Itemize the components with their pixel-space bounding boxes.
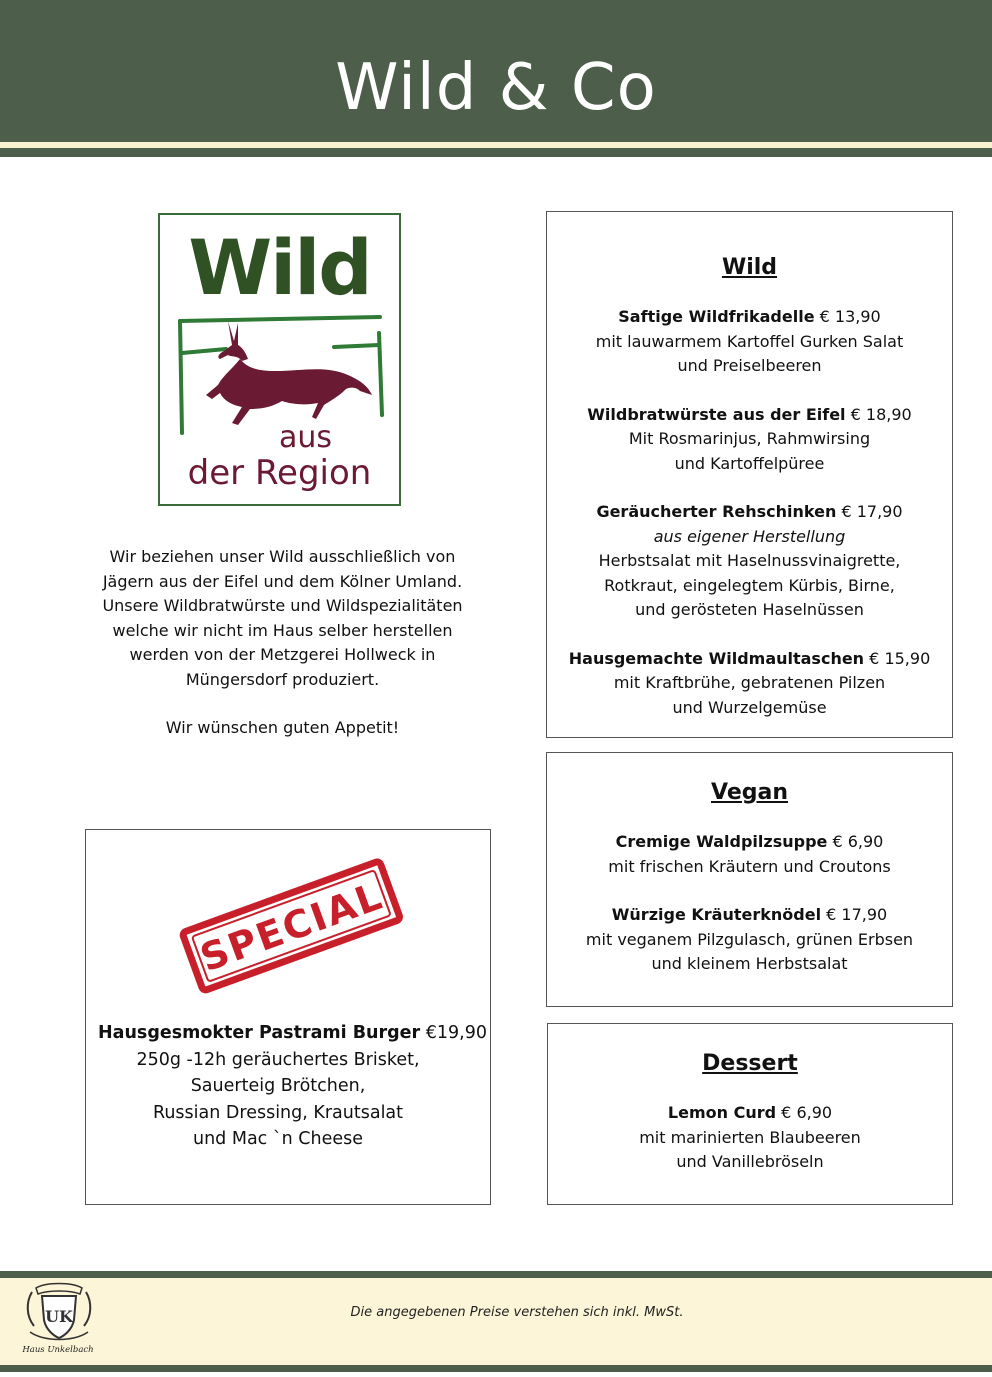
dish-price: € 6,90 — [781, 1103, 833, 1122]
intro-line: werden von der Metzgerei Hollweck in — [129, 645, 436, 664]
menu-item — [547, 830, 952, 879]
page-title: Wild & Co — [335, 51, 657, 125]
dish-note: aus eigener Herstellung — [653, 526, 846, 546]
special-name: Hausgesmokter Pastrami Burger — [98, 1023, 421, 1043]
dish-description: und Kartoffelpüree — [674, 453, 825, 473]
dish-description: und Wurzelgemüse — [672, 697, 827, 717]
dish-description: mit marinierten Blaubeeren — [639, 1127, 861, 1147]
dish-name: Saftige Wildfrikadelle — [618, 307, 815, 326]
crest-monogram: UK — [45, 1307, 73, 1326]
dish-price: € 17,90 — [841, 502, 903, 521]
dish-name: Lemon Curd — [667, 1103, 777, 1122]
dish-description: und Preiselbeeren — [677, 356, 822, 375]
intro-line: Unsere Wildbratwürste und Wildspezialitäten — [102, 596, 463, 615]
dish-name: Wildbratwürste aus der Eifel — [587, 404, 846, 424]
menu-item — [547, 305, 952, 379]
special-price: €19,90 — [425, 1023, 487, 1043]
special-description: Sauerteig Brötchen, — [190, 1076, 366, 1096]
special-stamp-icon — [176, 850, 406, 1000]
dish-price: € 15,90 — [869, 648, 931, 668]
dish-description: Herbstsalat mit Haselnussvinaigrette, — [598, 551, 901, 570]
dish-description: mit veganem Pilzgulasch, grünen Erbsen — [585, 929, 914, 949]
footer-note: Die angegebenen Preise verstehen sich inkl. MwSt. — [350, 1305, 684, 1320]
intro-closing: Wir wünschen guten Appetit! — [165, 718, 400, 737]
dish-name: Geräucherter Rehschinken — [596, 502, 837, 521]
logo-word: Wild — [188, 223, 371, 312]
intro-text — [85, 545, 480, 741]
menu-item — [547, 647, 952, 721]
dish-name: Würzige Kräuterknödel — [611, 905, 822, 924]
deer-icon — [176, 315, 386, 435]
dish-description: und gerösteten Haselnüssen — [635, 600, 864, 619]
intro-line: welche wir nicht im Haus selber herstellen — [112, 620, 453, 640]
dessert-section — [547, 1023, 953, 1205]
vegan-section — [546, 752, 953, 1007]
special-description: 250g -12h geräuchertes Brisket, — [136, 1049, 420, 1070]
wild-aus-der-region-logo — [158, 213, 401, 506]
dish-price: € 17,90 — [826, 905, 888, 924]
crest-text: Haus Unkelbach — [22, 1345, 94, 1355]
special-description: und Mac `n Cheese — [193, 1129, 363, 1149]
menu-item — [547, 403, 952, 477]
section-title-vegan: Vegan — [711, 780, 788, 805]
header-stripe-dark — [0, 148, 992, 157]
footer-line-bottom — [0, 1365, 992, 1372]
intro-line: Wir beziehen unser Wild ausschließlich von — [109, 547, 456, 566]
special-description: Russian Dressing, Krautsalat — [152, 1102, 404, 1123]
dish-description: mit frischen Kräutern und Croutons — [608, 856, 891, 876]
dish-price: € 18,90 — [850, 404, 912, 424]
dish-description: und kleinem Herbstsalat — [651, 954, 848, 973]
menu-item — [547, 903, 952, 977]
stamp-text: SPECIAL — [194, 873, 389, 981]
footer-line-top — [0, 1271, 992, 1278]
special-section — [85, 829, 491, 1205]
dish-description: Mit Rosmarinjus, Rahmwirsing — [628, 429, 871, 448]
intro-line: Müngersdorf produziert. — [185, 669, 380, 689]
intro-line: Jägern aus der Eifel und dem Kölner Umland. — [102, 571, 463, 591]
logo-region-text: der Region — [187, 453, 372, 493]
dish-description: Rotkraut, eingelegtem Kürbis, Birne, — [604, 575, 895, 595]
section-title-dessert: Dessert — [702, 1051, 798, 1076]
logo-aus-text: aus — [278, 420, 333, 455]
special-item — [98, 1020, 488, 1153]
dish-name: Hausgemachte Wildmaultaschen — [568, 648, 865, 668]
section-title-wild: Wild — [721, 255, 778, 280]
dish-price: € 13,90 — [819, 307, 881, 326]
wild-section — [546, 211, 953, 738]
dish-description: mit Kraftbrühe, gebratenen Pilzen — [613, 673, 886, 692]
dish-price: € 6,90 — [832, 832, 884, 851]
dish-description: mit lauwarmem Kartoffel Gurken Salat — [595, 331, 904, 351]
dish-name: Cremige Waldpilzsuppe — [615, 832, 828, 851]
menu-item — [547, 500, 952, 623]
dish-description: und Vanillebröseln — [676, 1152, 824, 1171]
header-bar — [0, 0, 992, 142]
menu-item — [548, 1101, 952, 1175]
